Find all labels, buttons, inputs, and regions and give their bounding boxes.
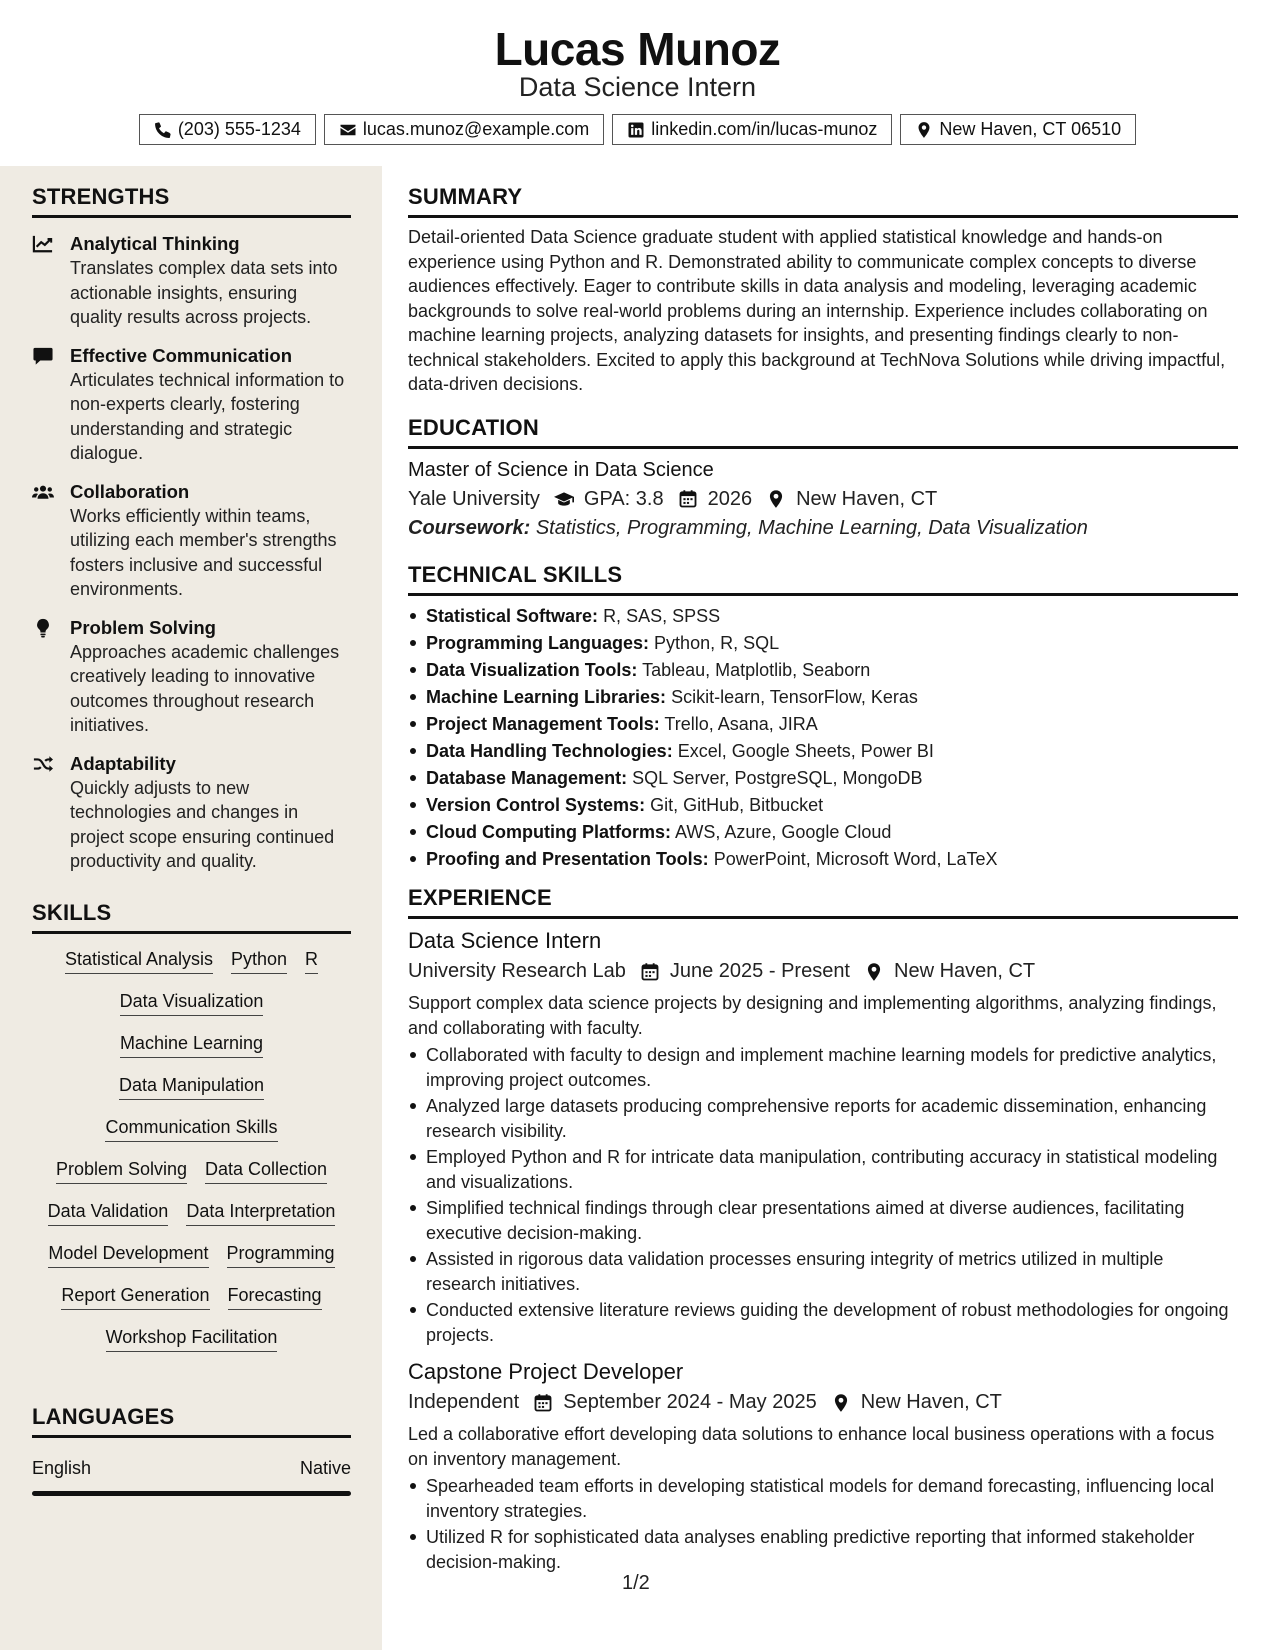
skill-values: Tableau, Matplotlib, Seaborn — [642, 659, 871, 680]
candidate-name: Lucas Munoz — [494, 23, 781, 75]
skill-category: Data Handling Technologies: — [426, 740, 673, 761]
job-meta — [408, 1391, 1238, 1414]
contact-phone[interactable] — [139, 114, 316, 145]
skill-values: Excel, Google Sheets, Power BI — [677, 740, 934, 761]
list-item — [408, 658, 1238, 683]
skill-category: Machine Learning Libraries: — [426, 686, 667, 707]
strength-desc: Works efficiently within teams, utilizing each member's strengths fosters inclusive and successful environments. — [70, 505, 337, 599]
list-item — [408, 820, 1238, 845]
strength-title: Effective Communication — [70, 344, 293, 366]
language-row — [32, 1458, 351, 1479]
skill-tag: Data Manipulation — [119, 1074, 264, 1100]
list-item: Spearheaded team efforts in developing statistical models for demand forecasting, influencing local inventory strategies. — [408, 1474, 1238, 1523]
calendar-icon — [640, 962, 660, 982]
comment-icon — [32, 346, 54, 366]
summary-text: Detail-oriented Data Science graduate student with applied statistical knowledge and hands-on experience using Python and R. Demonstrated ability to communicate complex concepts to diverse audiences effectively. Eager to contribute skills in data analysis and modeling, leveraging academic backgrounds to solve real-world problems during an internship. Experience includes collaborating on machine learning projects, analyzing datasets for insights, and presenting findings clearly to non-technical stakeholders. Excited to apply this background at TechNova Solutions while driving impactful, data-driven decisions. — [408, 227, 1226, 394]
candidate-role: Data Science Intern — [518, 72, 757, 102]
skill-values: SQL Server, PostgreSQL, MongoDB — [632, 767, 923, 788]
education-heading: EDUCATION — [408, 415, 1238, 449]
skill-category: Database Management: — [426, 767, 628, 788]
job-org: University Research Lab — [408, 960, 626, 982]
skill-category: Project Management Tools: — [426, 713, 660, 734]
technical-skills-section — [408, 562, 1238, 872]
skills-heading: SKILLS — [32, 900, 351, 934]
list-item: Collaborated with faculty to design and implement machine learning models for predictive analytics, improving project outcomes. — [408, 1043, 1238, 1092]
skill-tag: Model Development — [48, 1242, 208, 1268]
job-entry — [408, 928, 1238, 1347]
chart-line-icon — [32, 234, 54, 254]
strength-desc: Articulates technical information to non-experts clearly, fostering understanding and strategic dialogue. — [70, 369, 345, 463]
list-item — [408, 847, 1238, 872]
coursework-label: Coursework: — [408, 516, 531, 539]
degree-title: Master of Science in Data Science — [408, 458, 714, 481]
language-name: English — [32, 1457, 92, 1478]
job-dates: September 2024 - May 2025 — [563, 1391, 817, 1413]
skill-category: Statistical Software: — [426, 605, 599, 626]
skill-tag: Data Validation — [48, 1200, 169, 1226]
skill-tag: Statistical Analysis — [65, 948, 213, 974]
contact-linkedin[interactable] — [612, 114, 892, 145]
strength-title: Adaptability — [70, 752, 176, 774]
school-location: New Haven, CT — [796, 487, 938, 510]
list-item — [408, 685, 1238, 710]
job-title: Data Science Intern — [408, 928, 602, 953]
skill-category: Proofing and Presentation Tools: — [426, 848, 709, 869]
skill-category: Version Control Systems: — [426, 794, 646, 815]
job-title: Capstone Project Developer — [408, 1359, 684, 1384]
map-marker-icon — [766, 489, 786, 509]
job-meta — [408, 960, 1238, 983]
strength-desc: Quickly adjusts to new technologies and changes in project scope ensuring continued productivity and quality. — [70, 777, 335, 871]
job-description: Led a collaborative effort developing data solutions to enhance local business operations with a focus on inventory management. — [408, 1424, 1215, 1469]
strength-item — [32, 480, 351, 602]
skill-tag: Data Collection — [205, 1158, 327, 1184]
envelope-icon — [339, 121, 357, 139]
users-icon — [32, 482, 54, 502]
phone-text: (203) 555-1234 — [177, 119, 301, 139]
skill-tag: Python — [231, 948, 287, 974]
lightbulb-icon — [32, 618, 54, 638]
technical-skills-heading: TECHNICAL SKILLS — [408, 562, 1238, 596]
list-item — [408, 604, 1238, 629]
list-item — [408, 739, 1238, 764]
job-bullets — [408, 1043, 1238, 1347]
list-item: Conducted extensive literature reviews guiding the development of robust methodologies for ongoing projects. — [408, 1298, 1238, 1347]
graduation-year: 2026 — [707, 487, 753, 510]
job-org: Independent — [408, 1391, 520, 1413]
skill-tag: Report Generation — [61, 1284, 209, 1310]
skill-category: Programming Languages: — [426, 632, 650, 653]
map-marker-icon — [915, 121, 933, 139]
skill-tag: Data Interpretation — [186, 1200, 335, 1226]
map-marker-icon — [831, 1393, 851, 1413]
school-name: Yale University — [408, 487, 540, 510]
job-entry — [408, 1359, 1238, 1574]
skill-tag: Communication Skills — [105, 1116, 277, 1142]
strength-title: Analytical Thinking — [70, 233, 240, 254]
contact-email[interactable] — [324, 114, 604, 145]
list-item — [408, 766, 1238, 791]
list-item — [408, 712, 1238, 737]
skill-values: AWS, Azure, Google Cloud — [675, 821, 892, 842]
skill-tag: Workshop Facilitation — [106, 1326, 278, 1352]
page-number: 1/2 — [622, 1572, 650, 1594]
strength-item — [32, 344, 351, 466]
skill-values: Git, GitHub, Bitbucket — [650, 794, 824, 815]
calendar-icon — [678, 489, 698, 509]
calendar-icon — [533, 1393, 553, 1413]
coursework-line — [408, 517, 1238, 540]
skill-tag: Programming — [227, 1242, 335, 1268]
skill-tag: Data Visualization — [120, 990, 264, 1016]
strength-title: Problem Solving — [70, 616, 216, 638]
contact-bar — [0, 114, 1275, 145]
language-proficiency-bar — [32, 1491, 351, 1496]
gpa-text: GPA: 3.8 — [583, 487, 664, 510]
job-location: New Haven, CT — [860, 1391, 1002, 1413]
education-meta — [408, 488, 1238, 511]
strength-item — [32, 616, 351, 738]
location-text: New Haven, CT 06510 — [939, 119, 1122, 139]
strength-desc: Approaches academic challenges creatively leading to innovative outcomes throughout research initiatives. — [70, 641, 340, 735]
strength-title: Collaboration — [70, 480, 190, 502]
skill-tag: Machine Learning — [120, 1032, 263, 1058]
job-bullets — [408, 1474, 1238, 1574]
strengths-heading: STRENGTHS — [32, 184, 351, 218]
skills-list — [32, 948, 351, 1368]
list-item — [408, 793, 1238, 818]
list-item: Employed Python and R for intricate data manipulation, contributing accuracy in statistical modeling and visualizations. — [408, 1145, 1238, 1194]
job-location: New Haven, CT — [894, 960, 1036, 982]
shuffle-icon — [32, 754, 54, 774]
map-marker-icon — [864, 962, 884, 982]
summary-section — [408, 184, 1238, 397]
strength-item — [32, 752, 351, 874]
skill-tag: Problem Solving — [56, 1158, 187, 1184]
skill-tag: Forecasting — [228, 1284, 322, 1310]
skill-values: PowerPoint, Microsoft Word, LaTeX — [713, 848, 998, 869]
job-description: Support complex data science projects by designing and implementing algorithms, analyzing findings, and collaborating with faculty. — [408, 993, 1217, 1038]
linkedin-icon — [627, 121, 645, 139]
summary-heading: SUMMARY — [408, 184, 1238, 218]
email-text: lucas.munoz@example.com — [362, 119, 590, 139]
skill-values: Scikit-learn, TensorFlow, Keras — [671, 686, 918, 707]
strength-item — [32, 232, 351, 330]
skill-category: Data Visualization Tools: — [426, 659, 638, 680]
main-content — [408, 166, 1238, 1576]
phone-icon — [154, 121, 172, 139]
list-item: Analyzed large datasets producing comprehensive reports for academic dissemination, enhancing research visibility. — [408, 1094, 1238, 1143]
skill-tag: R — [305, 948, 318, 974]
experience-section — [408, 885, 1238, 1574]
skill-values: Python, R, SQL — [654, 632, 780, 653]
coursework-list: Statistics, Programming, Machine Learning, Data Visualization — [535, 516, 1088, 539]
list-item: Utilized R for sophisticated data analyses enabling predictive reporting that informed stakeholder decision-making. — [408, 1525, 1238, 1574]
skill-values: R, SAS, SPSS — [603, 605, 721, 626]
skill-category: Cloud Computing Platforms: — [426, 821, 671, 842]
linkedin-text: linkedin.com/in/lucas-munoz — [651, 119, 878, 139]
strength-desc: Translates complex data sets into actionable insights, ensuring quality results across projects. — [70, 258, 338, 327]
skill-values: Trello, Asana, JIRA — [664, 713, 818, 734]
technical-skills-list — [408, 604, 1238, 872]
list-item: Assisted in rigorous data validation processes ensuring integrity of metrics utilized in multiple research initiatives. — [408, 1247, 1238, 1296]
languages-heading: LANGUAGES — [32, 1404, 351, 1438]
graduation-cap-icon — [554, 489, 574, 509]
list-item — [408, 631, 1238, 656]
contact-location[interactable] — [900, 114, 1136, 145]
list-item: Simplified technical findings through clear presentations aimed at diverse audiences, facilitating executive decision-making. — [408, 1196, 1238, 1245]
experience-heading: EXPERIENCE — [408, 885, 1238, 919]
sidebar — [0, 166, 382, 1650]
education-section — [408, 415, 1238, 540]
language-level: Native — [299, 1457, 351, 1478]
resume-header — [0, 0, 1275, 166]
job-dates: June 2025 - Present — [669, 960, 850, 982]
